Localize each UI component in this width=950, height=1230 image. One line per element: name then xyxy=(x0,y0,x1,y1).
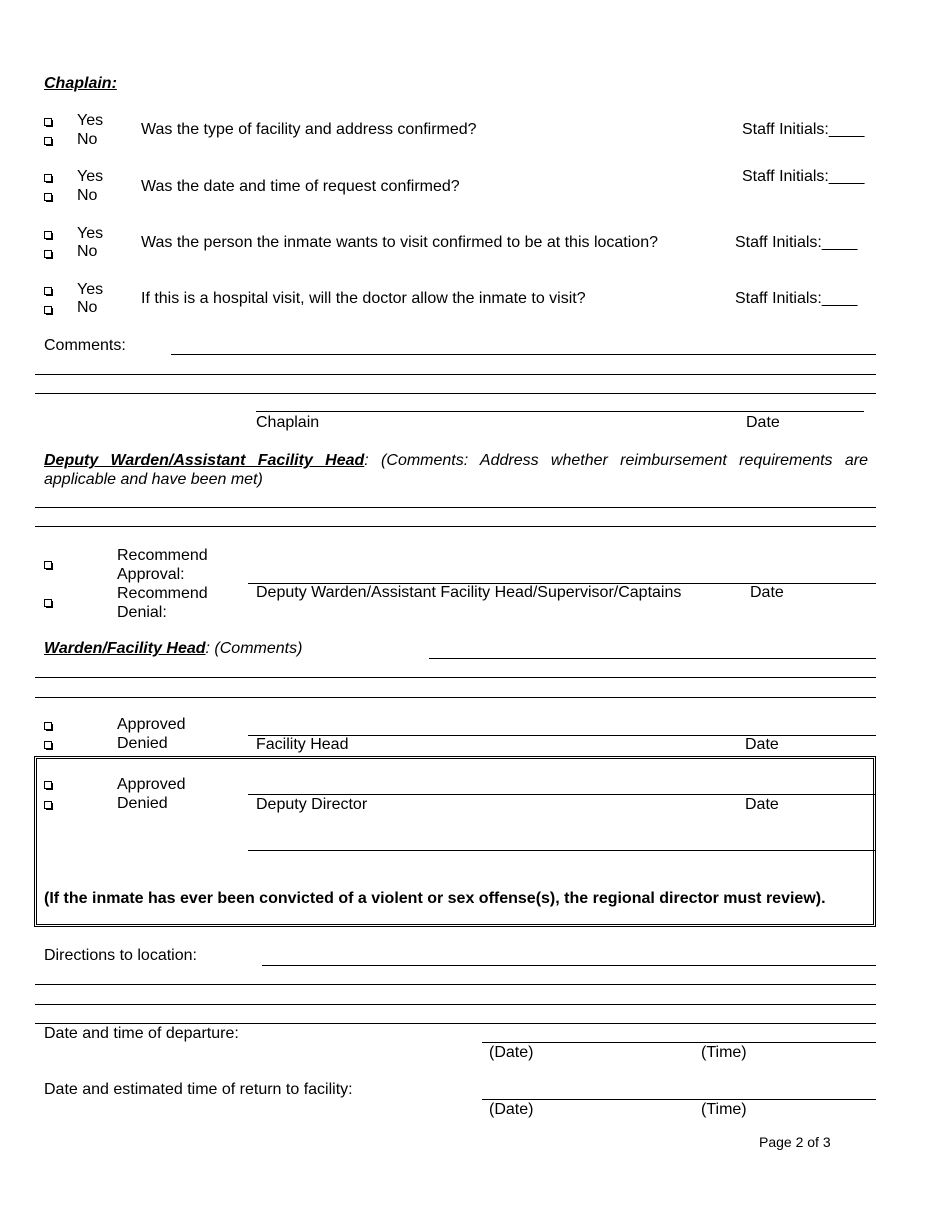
q3-yes-checkbox[interactable] xyxy=(44,231,52,239)
q4-no-checkbox[interactable] xyxy=(44,306,52,314)
directions-line-3[interactable] xyxy=(35,1004,876,1005)
deputy-director-extra-line[interactable] xyxy=(248,850,876,851)
q2-question: Was the date and time of request confirmed? xyxy=(141,178,460,195)
warden-section-text xyxy=(44,640,302,658)
chaplain-signature-line[interactable] xyxy=(256,411,864,412)
deputy-director-signature-label: Deputy Director xyxy=(256,796,368,813)
q3-question: Was the person the inmate wants to visit confirmed to be at this location? xyxy=(141,234,658,251)
q1-staff-initials[interactable]: Staff Initials:____ xyxy=(742,121,865,138)
q3-staff-initials[interactable]: Staff Initials:____ xyxy=(735,234,858,251)
q3-no-label: No xyxy=(77,243,98,260)
q2-yes-checkbox[interactable] xyxy=(44,174,52,182)
q3-yes-label: Yes xyxy=(77,225,104,242)
q2-no-label: No xyxy=(77,187,98,204)
q2-staff-initials[interactable]: Staff Initials:____ xyxy=(742,168,865,185)
chaplain-comments-line-1[interactable] xyxy=(171,354,876,355)
deputy-warden-heading: Deputy Warden/Assistant Facility Head xyxy=(44,452,365,469)
q4-no-label: No xyxy=(77,299,98,316)
return-time-label: (Time) xyxy=(701,1101,747,1118)
q1-no-checkbox[interactable] xyxy=(44,137,52,145)
warden-denied-label: Denied xyxy=(117,735,168,752)
chaplain-comments-line-2[interactable] xyxy=(35,374,876,375)
chaplain-heading: Chaplain: xyxy=(44,75,117,92)
q1-yes-checkbox[interactable] xyxy=(44,118,52,126)
deputy-warden-date-label: Date xyxy=(750,584,784,601)
recommend-approval-checkbox[interactable] xyxy=(44,561,52,569)
q2-yes-label: Yes xyxy=(77,168,104,185)
departure-time-label: (Time) xyxy=(701,1044,747,1061)
q4-staff-initials[interactable]: Staff Initials:____ xyxy=(735,290,858,307)
warden-note: : (Comments) xyxy=(205,640,303,657)
deputy-director-denied-label: Denied xyxy=(117,795,168,812)
departure-date-label: (Date) xyxy=(489,1044,534,1061)
q1-yes-label: Yes xyxy=(77,112,104,129)
directions-line-1[interactable] xyxy=(262,965,876,966)
chaplain-date-label: Date xyxy=(746,414,780,431)
deputy-warden-comments-line-2[interactable] xyxy=(35,526,876,527)
deputy-warden-signature-label: Deputy Warden/Assistant Facility Head/Supervisor/Captains xyxy=(256,584,682,601)
departure-line[interactable] xyxy=(482,1042,876,1043)
deputy-director-approved-checkbox[interactable] xyxy=(44,781,52,789)
warden-approved-label: Approved xyxy=(117,716,186,733)
deputy-director-signature-line[interactable] xyxy=(248,794,876,795)
warden-comments-line-1[interactable] xyxy=(429,658,876,659)
warden-denied-checkbox[interactable] xyxy=(44,741,52,749)
deputy-director-date-label: Date xyxy=(745,796,779,813)
chaplain-comments-line-3[interactable] xyxy=(35,393,876,394)
facility-head-signature-label: Facility Head xyxy=(256,736,349,753)
warden-comments-line-2[interactable] xyxy=(35,677,876,678)
regional-director-notice: (If the inmate has ever been convicted of a violent or sex offense(s), the regional director must review). xyxy=(44,890,826,907)
directions-line-4[interactable] xyxy=(35,1023,876,1024)
q4-question: If this is a hospital visit, will the doctor allow the inmate to visit? xyxy=(141,290,586,307)
warden-approved-checkbox[interactable] xyxy=(44,722,52,730)
q4-yes-checkbox[interactable] xyxy=(44,287,52,295)
warden-comments-line-3[interactable] xyxy=(35,697,876,698)
return-label: Date and estimated time of return to facility: xyxy=(44,1081,353,1098)
return-date-label: (Date) xyxy=(489,1101,534,1118)
deputy-warden-comments-line-1[interactable] xyxy=(35,507,876,508)
directions-line-2[interactable] xyxy=(35,984,876,985)
page-number: Page 2 of 3 xyxy=(759,1134,831,1150)
warden-heading: Warden/Facility Head xyxy=(44,640,206,657)
q2-no-checkbox[interactable] xyxy=(44,193,52,201)
deputy-warden-note: : (Comments: Address whether reimbursement requirements are applicable and have been met) xyxy=(44,452,869,488)
recommend-denial-checkbox[interactable] xyxy=(44,599,52,607)
recommend-denial-label: Recommend Denial: xyxy=(117,585,208,621)
departure-label: Date and time of departure: xyxy=(44,1025,239,1042)
deputy-warden-section-text xyxy=(44,451,868,489)
chaplain-signature-label: Chaplain xyxy=(256,414,320,431)
facility-head-date-label: Date xyxy=(745,736,779,753)
deputy-director-approved-label: Approved xyxy=(117,776,186,793)
q3-no-checkbox[interactable] xyxy=(44,250,52,258)
q1-no-label: No xyxy=(77,131,98,148)
directions-label: Directions to location: xyxy=(44,947,197,964)
q4-yes-label: Yes xyxy=(77,281,104,298)
return-line[interactable] xyxy=(482,1099,876,1100)
deputy-director-denied-checkbox[interactable] xyxy=(44,801,52,809)
recommend-approval-label: Recommend Approval: xyxy=(117,547,208,583)
q1-question: Was the type of facility and address confirmed? xyxy=(141,121,477,138)
chaplain-comments-label: Comments: xyxy=(44,337,126,354)
